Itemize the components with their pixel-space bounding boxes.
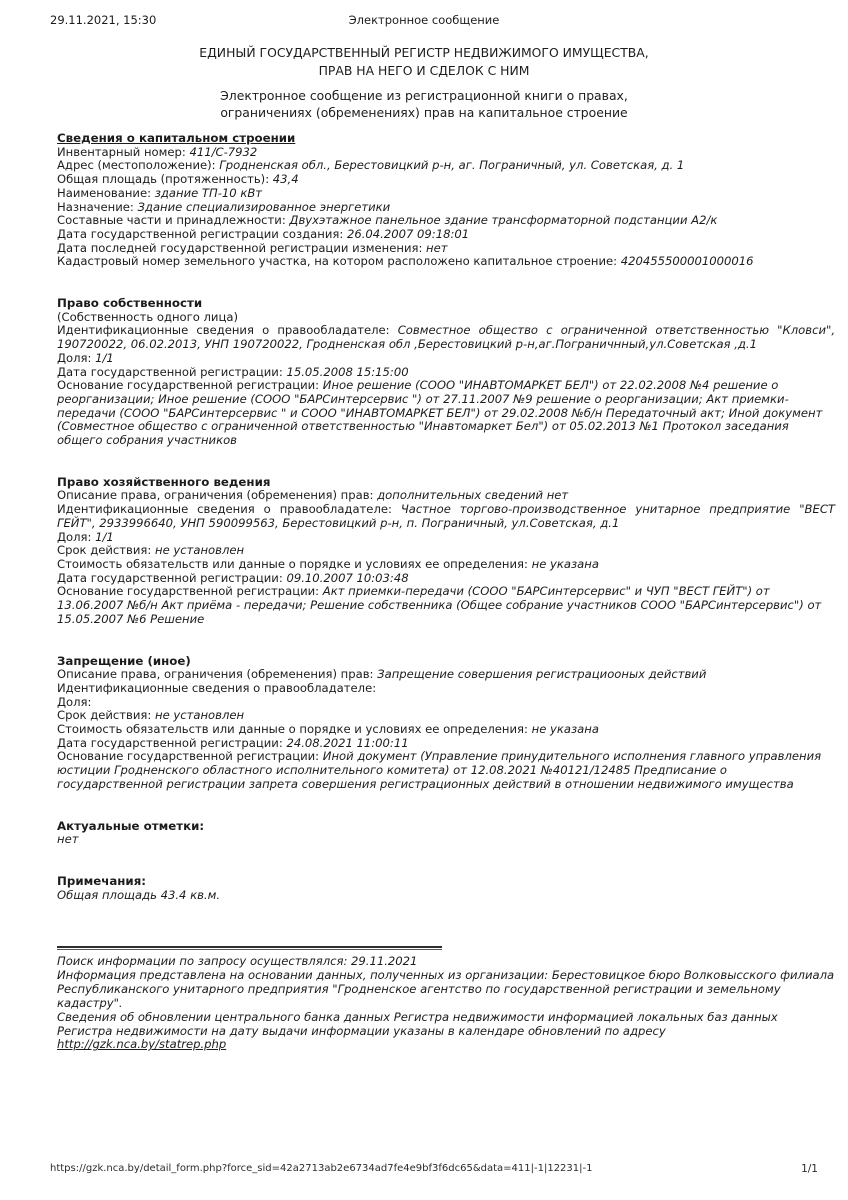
field-label: Кадастровый номер земельного участка, на котором расположено капитальное строение: — [57, 254, 618, 269]
field-value: Частное торгово-производственное унитарное предприятие "ВЕСТ ГЕЙТ", 2933996640, УНП 590099563, Берестовицкий р-н, п. Пограничный, ул.Советская, д.1 — [57, 502, 835, 530]
field-label: Основание государственной регистрации: — [57, 749, 320, 764]
field-row — [57, 668, 835, 682]
section-ownership-right — [57, 297, 835, 448]
field-row — [57, 833, 835, 847]
field-row — [57, 696, 835, 710]
page-indicator: 1/1 — [801, 1163, 818, 1175]
field-label: Идентификационные сведения о правообладателе: — [57, 680, 377, 695]
section-economic-management-right — [57, 476, 835, 627]
field-label: Дата государственной регистрации: — [57, 364, 283, 379]
field-label: Основание государственной регистрации: — [57, 378, 320, 393]
field-label: Доля: — [57, 529, 92, 544]
field-row — [57, 173, 835, 187]
footer-notes — [57, 946, 835, 1052]
field-value: 15.05.2008 15:15:00 — [286, 364, 409, 379]
footer-note: Информация представлена на основании данных, полученных из организации: Берестовицкое бюро Волковысского филиала Республиканского унитарного предприятия "Гродненское агентство по государственной регистрации и земельному кадастру". — [57, 967, 835, 1010]
footer-note: Сведения об обновлении центрального банка данных Регистра недвижимости информацией локальных баз данных Регистра недвижимости на дату выдачи информации указаны в календаре обновлений по адресу — [57, 1009, 778, 1038]
print-doc-type: Электронное сообщение — [348, 13, 500, 27]
field-value: Запрещение совершения регистрациооных действий — [377, 667, 707, 682]
field-value: не указана — [531, 722, 599, 737]
field-value: здание ТП-10 кВт — [154, 185, 263, 200]
footer-note — [57, 1038, 835, 1052]
field-row — [57, 489, 835, 503]
field-row — [57, 366, 835, 380]
document-subtitle — [0, 87, 848, 121]
field-value: дополнительных сведений нет — [377, 488, 569, 503]
field-row — [57, 709, 835, 723]
field-label: Срок действия: — [57, 543, 152, 558]
field-row — [57, 201, 835, 215]
field-row — [57, 750, 835, 791]
field-label: Дата государственной регистрации: — [57, 735, 283, 750]
field-label: Стоимость обязательств или данные о порядке и условиях ее определения: — [57, 722, 528, 737]
field-row — [57, 723, 835, 737]
field-label: Составные части и принадлежности: — [57, 213, 286, 228]
field-value: Здание специализированное энергетики — [137, 199, 391, 214]
field-value: нет — [57, 832, 79, 847]
field-value: 43,4 — [272, 172, 299, 187]
field-label: Идентификационные сведения о правообладателе: — [57, 502, 392, 517]
sections-container — [57, 132, 835, 930]
field-label: Инвентарный номер: — [57, 144, 186, 159]
field-label: Основание государственной регистрации: — [57, 584, 320, 599]
registry-title-line1: ЕДИНЫЙ ГОСУДАРСТВЕННЫЙ РЕГИСТР НЕДВИЖИМОГО ИМУЩЕСТВА, — [199, 45, 649, 60]
field-row — [57, 324, 835, 351]
field-value: Двухэтажное панельное здание трансформаторной подстанции А2/к — [289, 213, 718, 228]
field-row — [57, 682, 835, 696]
print-header — [50, 13, 798, 27]
field-label: Дата государственной регистрации: — [57, 570, 283, 585]
field-value: 09.10.2007 10:03:48 — [286, 570, 409, 585]
field-row — [57, 187, 835, 201]
field-value: 1/1 — [95, 350, 114, 365]
field-value: Гродненская обл., Берестовицкий р-н, аг. Пограничный, ул. Советская, д. 1 — [219, 158, 685, 173]
source-url: https://gzk.nca.by/detail_form.php?force_sid=42a2713ab2e6734ad7fe4e9bf3f6dc65&data=411|-1|12231|-1 — [50, 1163, 593, 1174]
field-label: Наименование: — [57, 185, 152, 200]
field-label: Идентификационные сведения о правообладателе: — [57, 323, 390, 338]
field-row — [57, 214, 835, 228]
notes-container — [57, 955, 835, 1052]
field-row — [57, 159, 835, 173]
footer-note: Поиск информации по запросу осуществлялся: 29.11.2021 — [57, 954, 418, 968]
field-value: Иное решение (СООО "ИНАВТОМАРКЕТ БЕЛ") от 22.02.2008 №4 решение о реорганизации; Иное решение (СООО "БАРСинтерсервис ") от 27.11.2007 №9 решение о реорганизации; Акт приемки-передачи (СООО "БАРСинтерсервис " и СООО "ИНАВТОМАРКЕТ БЕЛ") от 29.02.2008 №б/н Передаточный акт; Иной документ (Совместное общество с ограниченной ответственностью "Инавтомаркет Бел") от 05.02.2013 №1 Протокол заседания общего собрания участников — [57, 378, 823, 448]
print-date: 29.11.2021, 15:30 — [50, 13, 157, 27]
field-row — [57, 737, 835, 751]
section-heading: Запрещение (иное) — [57, 653, 191, 668]
field-row — [57, 531, 835, 545]
field-value: не установлен — [154, 708, 245, 723]
field-row — [57, 544, 835, 558]
section-capital-structure-info — [57, 132, 835, 269]
registry-title — [0, 44, 848, 80]
field-value: не установлен — [154, 543, 245, 558]
field-row — [57, 558, 835, 572]
field-row — [57, 352, 835, 366]
field-label: Общая площадь (протяженность): — [57, 172, 270, 187]
field-row — [57, 255, 835, 269]
field-row — [57, 311, 835, 325]
section-heading: Примечания: — [57, 873, 146, 888]
field-value: Иной документ (Управление принудительного исполнения главного управления юстиции Гродненского областного исполнительного комитета) от 12.08.2021 №40121/12485 Предписание о государственной регистрации запрета совершения регистрационных действий в отношении недвижимого имущества — [57, 749, 822, 791]
field-value: 24.08.2021 11:00:11 — [286, 735, 409, 750]
field-value: нет — [426, 240, 448, 255]
section-heading: Сведения о капитальном строении — [57, 131, 296, 145]
field-row — [57, 228, 835, 242]
field-label: Дата последней государственной регистрации изменения: — [57, 240, 423, 255]
document-subtitle-line2: ограничениях (обременениях) прав на капитальное строение — [220, 105, 628, 120]
field-row — [57, 889, 835, 903]
field-label: Доля: — [57, 694, 92, 709]
field-label: Дата государственной регистрации создания: — [57, 226, 344, 241]
field-label: (Собственность одного лица) — [57, 309, 238, 324]
field-value: 420455500001000016 — [620, 254, 754, 269]
field-value: Акт приемки-передачи (СООО "БАРСинтерсервис" и ЧУП "ВЕСТ ГЕЙТ") от 13.06.2007 №б/н Акт приёма - передачи; Решение собственника (Общее собрание участников СООО "БАРСинтерсервис") от 15.05.2007 №6 Решение — [57, 584, 822, 626]
field-label: Доля: — [57, 350, 92, 365]
field-value: Общая площадь 43.4 кв.м. — [57, 887, 221, 902]
field-label: Описание права, ограничения (обременения) прав: — [57, 488, 374, 503]
registry-title-line2: ПРАВ НА НЕГО И СДЕЛОК С НИМ — [318, 63, 530, 78]
footer-divider — [57, 946, 442, 950]
document-subtitle-line1: Электронное сообщение из регистрационной книги о правах, — [220, 88, 628, 103]
field-value: Совместное общество с ограниченной ответственностью "Кловси", 190720022, 06.02.2013, УНП 190720022, Гродненская обл ,Берестовицкий р-н,аг.Пограничнный,ул.Советская ,д.1 — [57, 323, 836, 352]
field-label: Описание права, ограничения (обременения) прав: — [57, 667, 374, 682]
browser-print-footer — [50, 1163, 818, 1175]
section-actual-marks — [57, 820, 835, 847]
section-heading: Право хозяйственного ведения — [57, 474, 271, 489]
section-prohibition — [57, 655, 835, 792]
section-heading: Право собственности — [57, 296, 203, 311]
field-label: Срок действия: — [57, 708, 152, 723]
field-label: Назначение: — [57, 199, 134, 214]
field-row — [57, 503, 835, 530]
statrep-link[interactable]: http://gzk.nca.by/statrep.php — [57, 1037, 227, 1052]
field-row — [57, 585, 835, 626]
field-row — [57, 379, 835, 448]
section-remarks — [57, 875, 835, 902]
field-value: 411/С-7932 — [189, 144, 258, 159]
field-value: 26.04.2007 09:18:01 — [346, 226, 470, 241]
field-label: Стоимость обязательств или данные о порядке и условиях ее определения: — [57, 556, 528, 571]
field-row — [57, 146, 835, 160]
field-row — [57, 242, 835, 256]
field-label: Адрес (местоположение): — [57, 158, 216, 173]
field-value: не указана — [531, 556, 599, 571]
section-heading: Актуальные отметки: — [57, 818, 205, 833]
field-value: 1/1 — [95, 529, 114, 544]
